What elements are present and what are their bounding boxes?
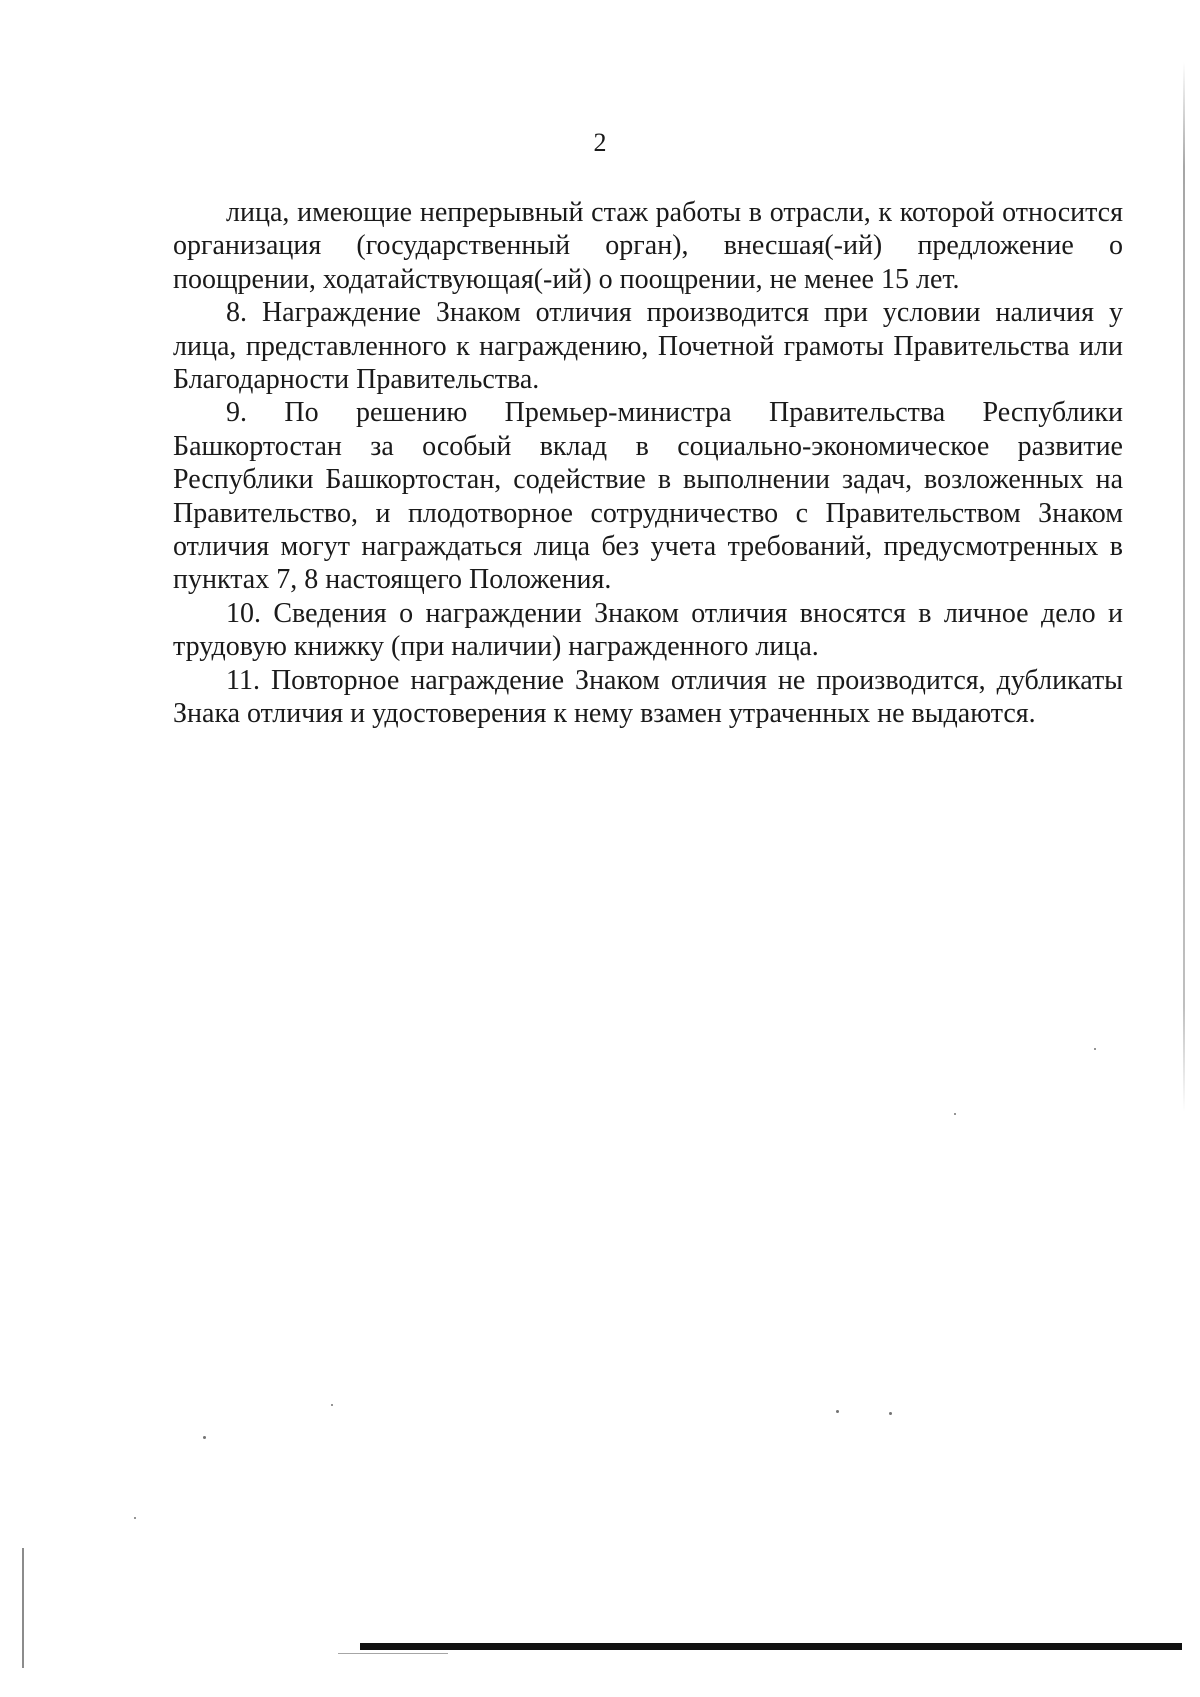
- scan-speck: [331, 1404, 333, 1406]
- document-body: [173, 196, 1123, 731]
- paragraph-item-9: 9. По решению Премьер-министра Правительства Республики Башкортостан за особый вклад в социально-экономическое развитие Республики Башкортостан, содействие в выполнении задач, возложенных на Правительство, и плодотворное сотрудничество с Правительством Знаком отличия могут награждаться лица без учета требований, предусмотренных в пунктах 7, 8 настоящего Положения.: [173, 397, 1123, 596]
- paragraph-continuation: лица, имеющие непрерывный стаж работы в отрасли, к которой относится организация (государственный орган), внесшая(-ий) предложение о поощрении, ходатайствующая(-ий) о поощрении, не менее 15 лет.: [173, 197, 1123, 295]
- paragraph-item-8: 8. Награждение Знаком отличия производится при условии наличия у лица, представленного к награждению, Почетной грамоты Правительства или Благодарности Правительства.: [173, 297, 1123, 396]
- scan-speck: [889, 1412, 892, 1415]
- scan-speck: [203, 1436, 206, 1439]
- paragraph-item-10: 10. Сведения о награждении Знаком отличия вносятся в личное дело и трудовую книжку (при наличии) награжденного лица.: [173, 597, 1123, 663]
- scan-speck: [836, 1410, 839, 1413]
- scan-bottom-line: [338, 1653, 448, 1654]
- scan-edge-right: [1183, 62, 1185, 1112]
- scan-bottom-bar: [360, 1643, 1182, 1650]
- scan-speck: [954, 1113, 956, 1115]
- scan-speck: [1094, 1048, 1096, 1050]
- paragraph-item-11: 11. Повторное награждение Знаком отличия не производится, дубликаты Знака отличия и удостоверения к нему взамен утраченных не выдаются.: [173, 664, 1123, 730]
- scan-speck: [134, 1517, 136, 1519]
- page-number: 2: [593, 128, 607, 157]
- scan-edge-left: [22, 1548, 24, 1668]
